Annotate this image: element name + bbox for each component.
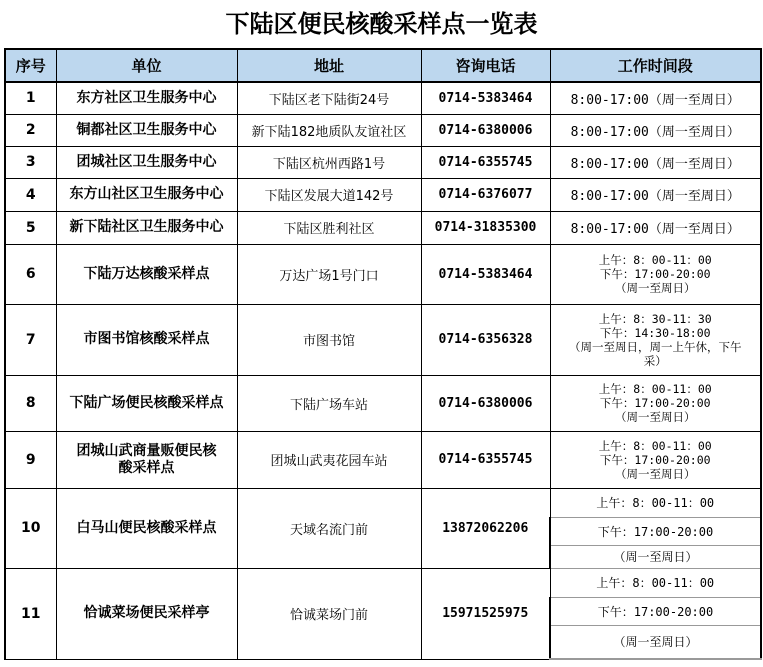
row-hours: 8:00-17:00（周一至周日） (550, 82, 761, 114)
row-index: 8 (5, 375, 56, 431)
table-row (5, 211, 761, 244)
row-address: 下陆区老下陆街24号 (237, 82, 421, 114)
table-row (5, 304, 761, 375)
row-hours (550, 244, 761, 304)
row-hours-afternoon: 下午：17:00-20:00 (550, 597, 761, 625)
row-unit: 东方山社区卫生服务中心 (56, 178, 237, 211)
header-row (5, 49, 761, 82)
row-index: 3 (5, 146, 56, 178)
row-phone: 0714-6355745 (421, 146, 550, 178)
header-address: 地址 (237, 49, 421, 82)
table-row (5, 488, 761, 517)
hours-line: 上午：8：00-11：00 (598, 438, 712, 453)
hours-line: 下午：17:00-20:00 (599, 396, 711, 410)
hours-line: 下午：14:30-18:00 (599, 325, 711, 340)
row-unit: 市图书馆核酸采样点 (56, 304, 237, 375)
hours-line: 上午：8：30-11：30 (598, 311, 712, 326)
row-hours: 8:00-17:00（周一至周日） (550, 146, 761, 178)
row-unit: 下陆万达核酸采样点 (56, 244, 237, 304)
row-phone: 0714-31835300 (421, 211, 550, 244)
hours-line: 上午：8：00-11：00 (598, 253, 712, 267)
table-row (5, 146, 761, 178)
hours-line: （周一至周日） (615, 466, 696, 481)
row-address: 万达广场1号门口 (237, 244, 421, 304)
row-hours-morning: 上午：8：00-11：00 (550, 488, 761, 517)
header-unit: 单位 (56, 49, 237, 82)
row-hours-afternoon: 下午：17:00-20:00 (550, 517, 761, 545)
row-hours: 8:00-17:00（周一至周日） (550, 114, 761, 146)
unit-line: 团城山武商量贩便民核 (76, 442, 217, 459)
row-hours (550, 431, 761, 488)
row-hours-days: （周一至周日） (550, 545, 761, 568)
row-index: 6 (5, 244, 56, 304)
row-index: 7 (5, 304, 56, 375)
row-index: 5 (5, 211, 56, 244)
row-phone: 15971525975 (421, 568, 550, 659)
row-unit: 东方社区卫生服务中心 (56, 82, 237, 114)
row-hours (550, 375, 761, 431)
row-address: 下陆区胜利社区 (237, 211, 421, 244)
hours-line: 下午：17:00-20:00 (599, 267, 711, 281)
row-address: 下陆区发展大道142号 (237, 178, 421, 211)
row-index: 9 (5, 431, 56, 488)
row-unit: 团城社区卫生服务中心 (56, 146, 237, 178)
table-row (5, 178, 761, 211)
row-unit: 铜都社区卫生服务中心 (56, 114, 237, 146)
row-phone: 0714-5383464 (421, 244, 550, 304)
table-row (5, 82, 761, 114)
hours-line: （周一至周日） (615, 410, 696, 424)
header-hours: 工作时间段 (550, 49, 761, 82)
row-index: 11 (5, 568, 56, 659)
table-row (5, 114, 761, 146)
hours-line: （周一至周日，周一上午休，下午 (569, 339, 742, 354)
row-hours: 8:00-17:00（周一至周日） (550, 178, 761, 211)
hours-line: 上午：8：00-11：00 (598, 382, 712, 396)
row-address: 市图书馆 (237, 304, 421, 375)
hours-line: （周一至周日） (615, 281, 696, 295)
row-hours-days: （周一至周日） (550, 625, 761, 659)
row-unit: 恰诚菜场便民采样亭 (56, 568, 237, 659)
row-phone: 0714-6376077 (421, 178, 550, 211)
header-phone: 咨询电话 (421, 49, 550, 82)
row-phone: 13872062206 (421, 488, 550, 568)
table-row (5, 375, 761, 431)
row-address: 团城山武夷花园车站 (237, 431, 421, 488)
hours-line: 下午：17:00-20:00 (599, 452, 711, 467)
row-hours (550, 304, 761, 375)
row-unit: 白马山便民核酸采样点 (56, 488, 237, 568)
unit-line: 酸采样点 (118, 459, 175, 476)
row-phone: 0714-5383464 (421, 82, 550, 114)
table-row (5, 431, 761, 488)
table-row (5, 568, 761, 597)
row-phone: 0714-6355745 (421, 431, 550, 488)
row-address: 下陆广场车站 (237, 375, 421, 431)
sampling-sites-table (4, 48, 762, 660)
hours-line: 采） (643, 353, 667, 368)
row-phone: 0714-6380006 (421, 114, 550, 146)
row-index: 2 (5, 114, 56, 146)
row-address: 下陆区杭州西路1号 (237, 146, 421, 178)
row-unit (56, 431, 237, 488)
page-title: 下陆区便民核酸采样点一览表 (225, 9, 538, 38)
row-address: 新下陆182地质队友谊社区 (237, 114, 421, 146)
header-index: 序号 (5, 49, 56, 82)
row-address: 天域名流门前 (237, 488, 421, 568)
row-hours-morning: 上午：8：00-11：00 (550, 568, 761, 597)
row-hours: 8:00-17:00（周一至周日） (550, 211, 761, 244)
table-row (5, 244, 761, 304)
row-index: 1 (5, 82, 56, 114)
row-index: 4 (5, 178, 56, 211)
row-address: 恰诚菜场门前 (237, 568, 421, 659)
row-phone: 0714-6380006 (421, 375, 550, 431)
row-phone: 0714-6356328 (421, 304, 550, 375)
row-unit: 新下陆社区卫生服务中心 (56, 211, 237, 244)
row-unit: 下陆广场便民核酸采样点 (56, 375, 237, 431)
row-index: 10 (5, 488, 56, 568)
